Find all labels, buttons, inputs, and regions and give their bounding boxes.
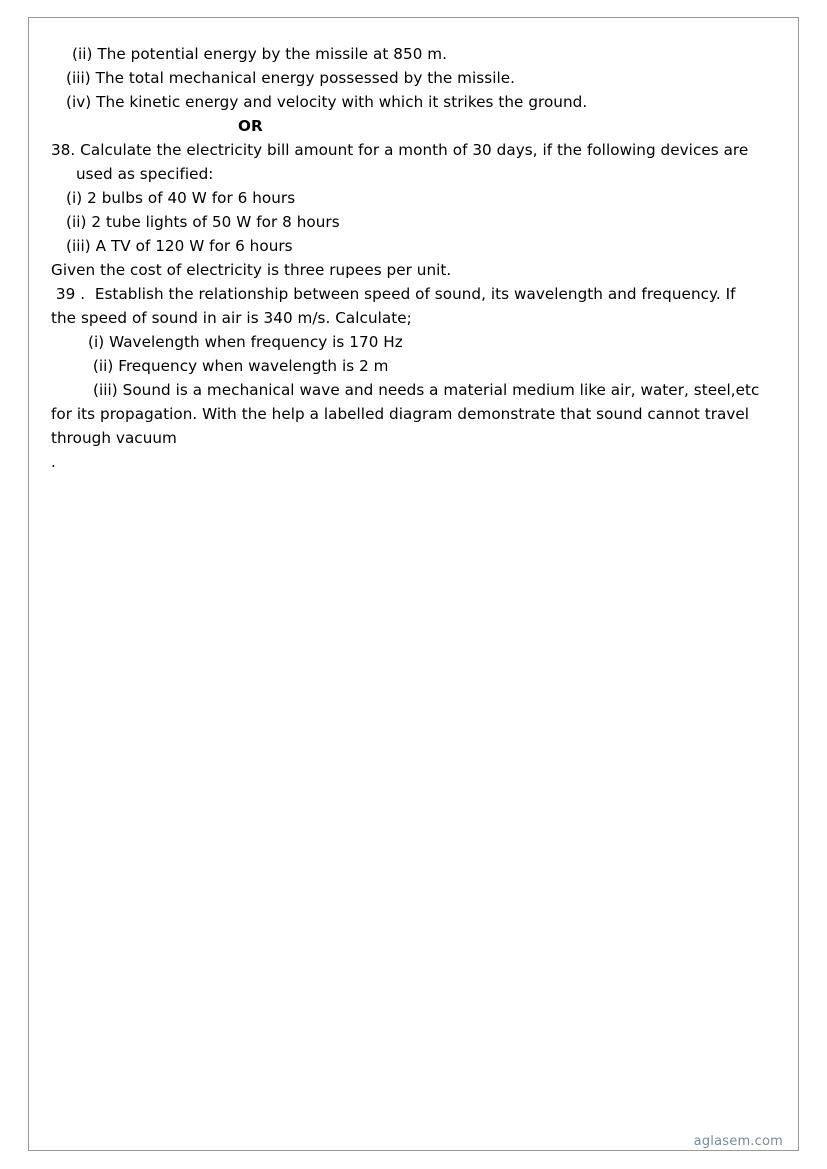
text-line: (ii) Frequency when wavelength is 2 m — [88, 357, 389, 375]
document-body — [48, 42, 788, 474]
text-line: (iii) Sound is a mechanical wave and needs a material medium like air, water, steel,etc — [93, 381, 760, 399]
text-line: used as specified: — [76, 165, 214, 183]
text-line: (iv) The kinetic energy and velocity with which it strikes the ground. — [66, 93, 588, 111]
text-line: Given the cost of electricity is three rupees per unit. — [51, 261, 452, 279]
text-line: (i) Wavelength when frequency is 170 Hz — [88, 333, 403, 351]
text-line: for its propagation. With the help a labelled diagram demonstrate that sound cannot travel — [51, 405, 750, 423]
text-line: (ii) The potential energy by the missile at 850 m. — [72, 45, 448, 63]
text-line: . — [51, 453, 56, 471]
watermark-label: aglasem.com — [693, 1134, 783, 1149]
question-38-line: 38. Calculate the electricity bill amount for a month of 30 days, if the following devices are — [51, 141, 749, 159]
text-line: through vacuum — [51, 429, 177, 447]
text-line: (iii) The total mechanical energy possessed by the missile. — [66, 69, 516, 87]
or-separator: OR — [238, 117, 263, 135]
text-line: (iii) A TV of 120 W for 6 hours — [66, 237, 293, 255]
text-line: (ii) 2 tube lights of 50 W for 8 hours — [66, 213, 340, 231]
text-line: the speed of sound in air is 340 m/s. Calculate; — [51, 309, 412, 327]
text-line: (i) 2 bulbs of 40 W for 6 hours — [66, 189, 296, 207]
question-39-line: 39 . Establish the relationship between speed of sound, its wavelength and frequency. If — [51, 285, 736, 303]
